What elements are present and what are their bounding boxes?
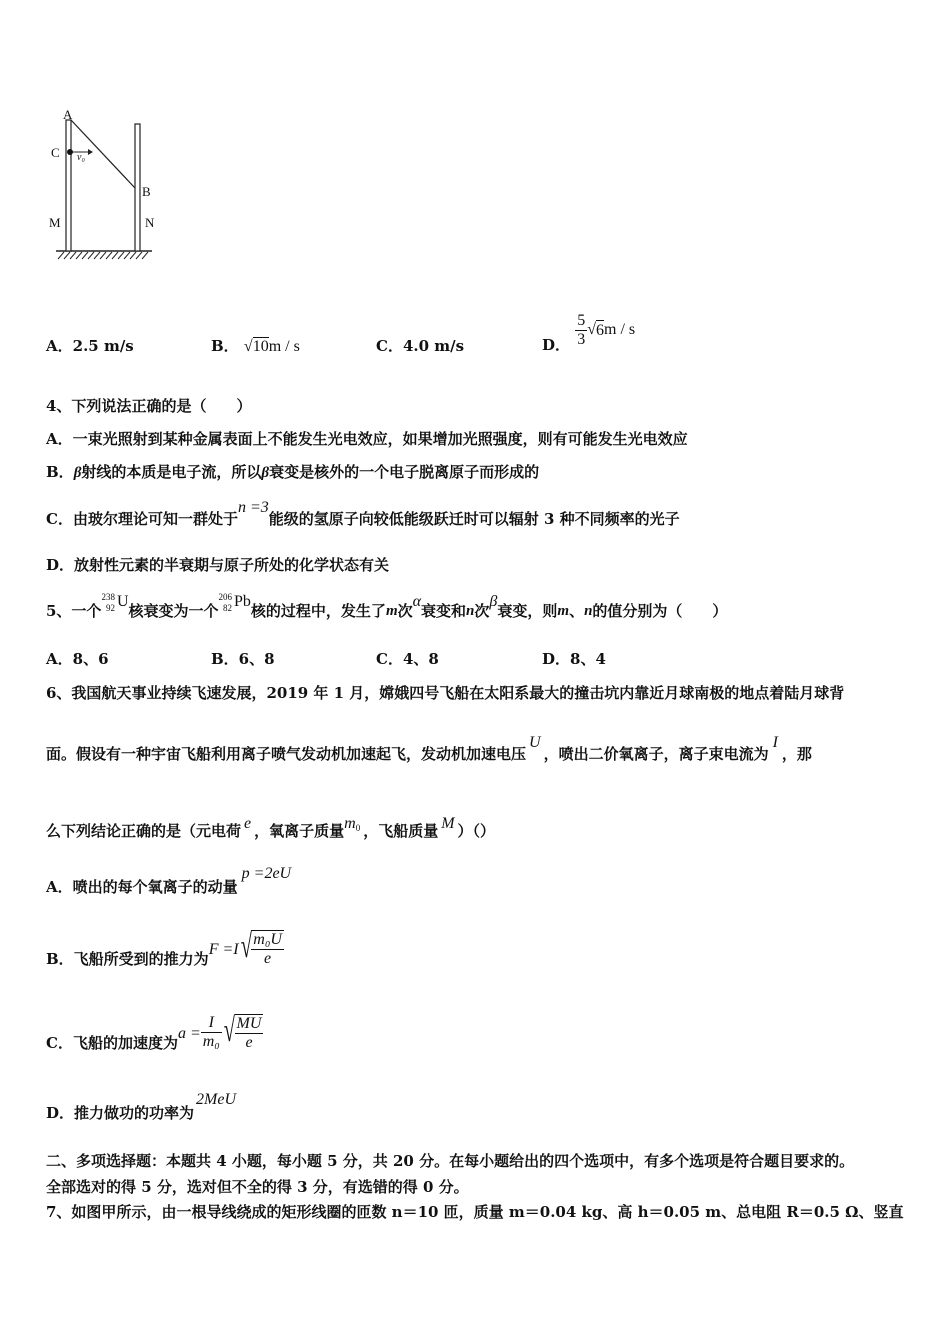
q3-option-d-unit: m / s	[604, 321, 636, 338]
q6-line-3-d: ）（）	[457, 822, 496, 840]
u-nuclide-indices	[101, 592, 115, 614]
q5-m-2: m	[557, 603, 570, 619]
pb-mass-number: 206	[218, 592, 233, 602]
q6-option-c-lhs: a =	[177, 1025, 201, 1042]
u-atomic-number: 92	[105, 603, 115, 613]
q6-option-c-rden: e	[235, 1033, 264, 1052]
q4-option-b-prefix: B．	[46, 463, 74, 481]
ground-hatching	[58, 252, 148, 259]
label-v0: v₀	[77, 152, 85, 163]
velocity-arrowhead	[88, 149, 93, 155]
section-2-line-2: 全部选对的得 5 分，选对但不全的得 3 分，有选错的得 0 分。	[46, 1178, 469, 1196]
q3-option-a: A．2.5 m/s	[46, 337, 134, 355]
q3-option-c: C．4.0 m/s	[376, 337, 465, 355]
q4-beta-1: β	[73, 465, 82, 481]
q6-option-b	[46, 926, 284, 969]
q3-option-b-prefix: B．	[211, 337, 239, 355]
q6-option-a-text: A．喷出的每个氧离子的动量	[46, 878, 238, 896]
q5-stem-start: 5、一个	[46, 602, 102, 620]
q5-n-2: n	[584, 603, 593, 619]
q6-option-b-num: m₀U	[253, 931, 282, 948]
var-u: U	[529, 734, 541, 751]
wall-diagram	[50, 106, 170, 266]
q6-option-a-formula: p =2eU	[241, 865, 292, 882]
q6-line-3-a: 么下列结论正确的是（元电荷	[46, 822, 242, 840]
pb-nuclide-indices	[219, 592, 233, 614]
section-2-line-1: 二、多项选择题：本题共 4 小题，每小题 5 分，共 20 分。在每小题给出的四个选项中，有多个选项是符合题目要求的。	[46, 1152, 855, 1170]
q4-option-d: D．放射性元素的半衰期与原子所处的化学状态有关	[46, 556, 390, 574]
q5-times-2: 次	[474, 602, 490, 620]
q6-option-d-text: D．推力做功的功率为	[46, 1104, 195, 1122]
var-m: M	[441, 815, 455, 832]
q5-option-c: C．4、8	[376, 650, 439, 668]
ball-c	[67, 149, 73, 155]
label-n: N	[145, 215, 155, 230]
wall-m	[66, 120, 71, 251]
label-m: M	[49, 215, 61, 230]
q7-text: 7、如图甲所示，由一根导线绕成的矩形线圈的匝数 n＝10 匝，质量 m＝0.04 kg、高 h＝0.05 m、总电阻 R＝0.5 Ω、竖直	[46, 1203, 904, 1221]
q5-stem	[46, 592, 727, 621]
var-m0: m	[344, 815, 356, 832]
u-symbol: U	[116, 593, 129, 610]
pb-symbol: Pb	[234, 593, 251, 610]
q6-option-b-den: e	[251, 949, 284, 968]
q5-end: 的值分别为（ ）	[592, 602, 728, 620]
q6-line-2-b: ，喷出二价氧离子，离子束电流为	[543, 745, 769, 763]
sqrt-icon: √	[587, 321, 597, 338]
q4-option-c-formula: n =3	[237, 499, 269, 516]
q6-line-2-c: ，那	[781, 745, 812, 763]
q3-option-d-fraction	[575, 312, 587, 349]
q3-option-d-prefix: D．	[542, 336, 571, 354]
q3-option-b-unit: m / s	[268, 338, 300, 355]
sqrt-icon: √	[243, 338, 253, 355]
q4-option-b	[46, 463, 539, 483]
q6-option-c-text: C．飞船的加速度为	[46, 1034, 178, 1052]
q4-option-b-mid: 射线的本质是电子流，所以	[81, 463, 262, 481]
q6-option-d	[46, 1090, 236, 1123]
q4-stem: 4、下列说法正确的是（ ）	[46, 397, 252, 415]
q4-beta-2: β	[261, 465, 270, 481]
q6-line-3	[46, 814, 495, 841]
q5-mid-3: 衰变和	[421, 602, 467, 620]
q6-option-c-fraction-1	[201, 1014, 222, 1051]
q3-option-d-den: 3	[577, 331, 586, 348]
q5-option-b: B．6、8	[211, 650, 275, 668]
q5-mid-4: 衰变，则	[497, 602, 558, 620]
q5-option-a: A．8、6	[46, 650, 109, 668]
q6-option-c-den: m₀	[202, 1033, 220, 1050]
q6-option-b-text: B．飞船所受到的推力为	[46, 950, 209, 968]
q4-option-c	[46, 498, 680, 529]
label-a: A	[63, 107, 73, 122]
q6-option-b-lhs: F =I	[208, 941, 239, 958]
q5-times-1: 次	[397, 602, 413, 620]
q6-line-3-b: ，氧离子质量	[254, 822, 345, 840]
sqrt-icon: √	[240, 928, 252, 965]
q5-sep: 、	[569, 602, 585, 620]
q5-n: n	[466, 603, 475, 619]
q6-option-c-rnum: MU	[236, 1015, 262, 1032]
var-e: e	[244, 815, 252, 832]
sqrt-icon: √	[223, 1012, 235, 1049]
q6-option-c-num: I	[208, 1014, 214, 1031]
q3-option-d	[542, 312, 635, 355]
q6-line-1: 6、我国航天事业持续飞速发展，2019 年 1 月，嫦娥四号飞船在太阳系最大的撞击坑内靠近月球南极的地点着陆月球背	[46, 684, 845, 702]
q6-option-c	[46, 1010, 263, 1053]
q3-option-d-radicand: 6	[596, 322, 605, 339]
alpha-symbol: α	[412, 593, 422, 610]
q5-mid-2: 核的过程中，发生了	[250, 602, 386, 620]
var-m0-subscript: 0	[355, 823, 361, 833]
label-b: B	[142, 184, 151, 199]
pb-atomic-number: 82	[223, 603, 233, 613]
beta-symbol: β	[489, 593, 498, 610]
u-mass-number: 238	[101, 592, 115, 602]
q6-option-b-fraction	[251, 930, 284, 968]
q6-line-2	[46, 733, 812, 764]
q6-line-2-a: 面。假设有一种宇宙飞船利用离子喷气发动机加速起飞，发动机加速电压	[46, 745, 527, 763]
q6-option-a	[46, 864, 291, 897]
label-c: C	[51, 145, 60, 160]
q6-option-d-formula: 2MeU	[196, 1091, 236, 1108]
q6-option-c-fraction-2	[235, 1014, 264, 1052]
q4-option-a: A．一束光照射到某种金属表面上不能发生光电效应，如果增加光照强度，则有可能发生光电效应	[46, 430, 688, 448]
q4-option-c-prefix: C．由玻尔理论可知一群处于	[46, 510, 238, 528]
q5-option-d: D．8、4	[542, 650, 606, 668]
q4-option-c-rest: 能级的氢原子向较低能级跃迁时可以辐射 3 种不同频率的光子	[268, 510, 680, 528]
var-i: I	[772, 734, 778, 751]
q3-option-b	[211, 337, 300, 357]
q6-line-3-c: ，飞船质量	[363, 822, 439, 840]
q4-option-b-rest: 衰变是核外的一个电子脱离原子而形成的	[269, 463, 540, 481]
q3-option-b-radicand: 10	[252, 338, 269, 355]
q5-mid-1: 核衰变为一个	[128, 602, 219, 620]
wall-n	[135, 124, 140, 251]
q3-option-d-num: 5	[577, 312, 586, 329]
q5-m: m	[385, 603, 398, 619]
